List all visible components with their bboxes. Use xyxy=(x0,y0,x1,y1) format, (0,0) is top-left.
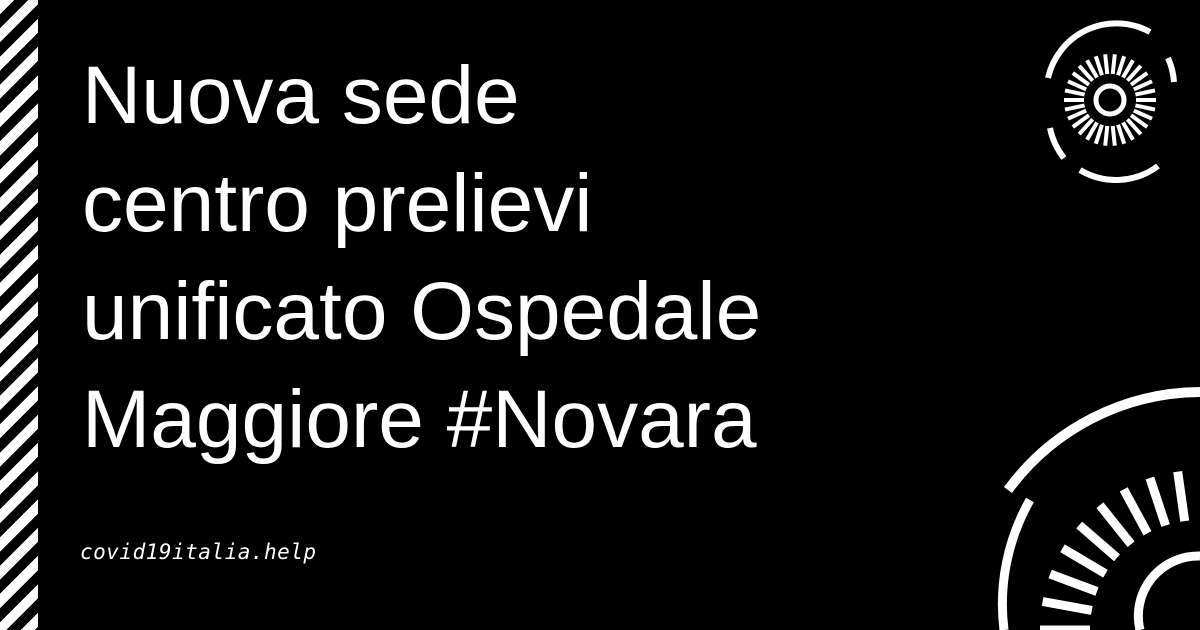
headline-line-1: Nuova sede xyxy=(82,50,520,141)
logo-spoke xyxy=(1113,54,1115,74)
logo-spoke xyxy=(1096,56,1102,75)
headline xyxy=(82,42,761,474)
logo-spoke xyxy=(1118,56,1124,75)
logo-spoke xyxy=(1113,126,1115,146)
logo-spoke xyxy=(1065,90,1085,94)
logo-spoke xyxy=(1118,125,1124,144)
logo-spoke xyxy=(1135,105,1155,109)
logo-spoke xyxy=(1105,126,1107,146)
logo-spoke xyxy=(1063,548,1106,574)
radial-logo-icon xyxy=(1030,18,1190,188)
headline-line-2: centro prelievi xyxy=(82,158,593,249)
logo-spoke xyxy=(1079,525,1117,558)
headline-line-4: Maggiore #Novara xyxy=(82,374,757,465)
logo-spoke xyxy=(1100,505,1131,544)
site-url-label: covid19italia.help xyxy=(80,540,317,564)
headline-line-3: unificato Ospedale xyxy=(82,266,762,357)
logo-spoke xyxy=(1043,602,1092,611)
logo-spoke xyxy=(1065,105,1085,109)
logo-spoke xyxy=(1105,54,1107,74)
logo-spoke xyxy=(1135,90,1155,94)
logo-spoke xyxy=(1096,125,1102,144)
diagonal-stripes-decoration xyxy=(0,0,38,630)
radial-logo-large-icon xyxy=(990,380,1200,630)
logo-spoke xyxy=(1050,574,1097,592)
logo-spoke xyxy=(1150,478,1166,526)
logo-spoke xyxy=(1124,489,1148,533)
logo-spoke xyxy=(1178,472,1185,521)
